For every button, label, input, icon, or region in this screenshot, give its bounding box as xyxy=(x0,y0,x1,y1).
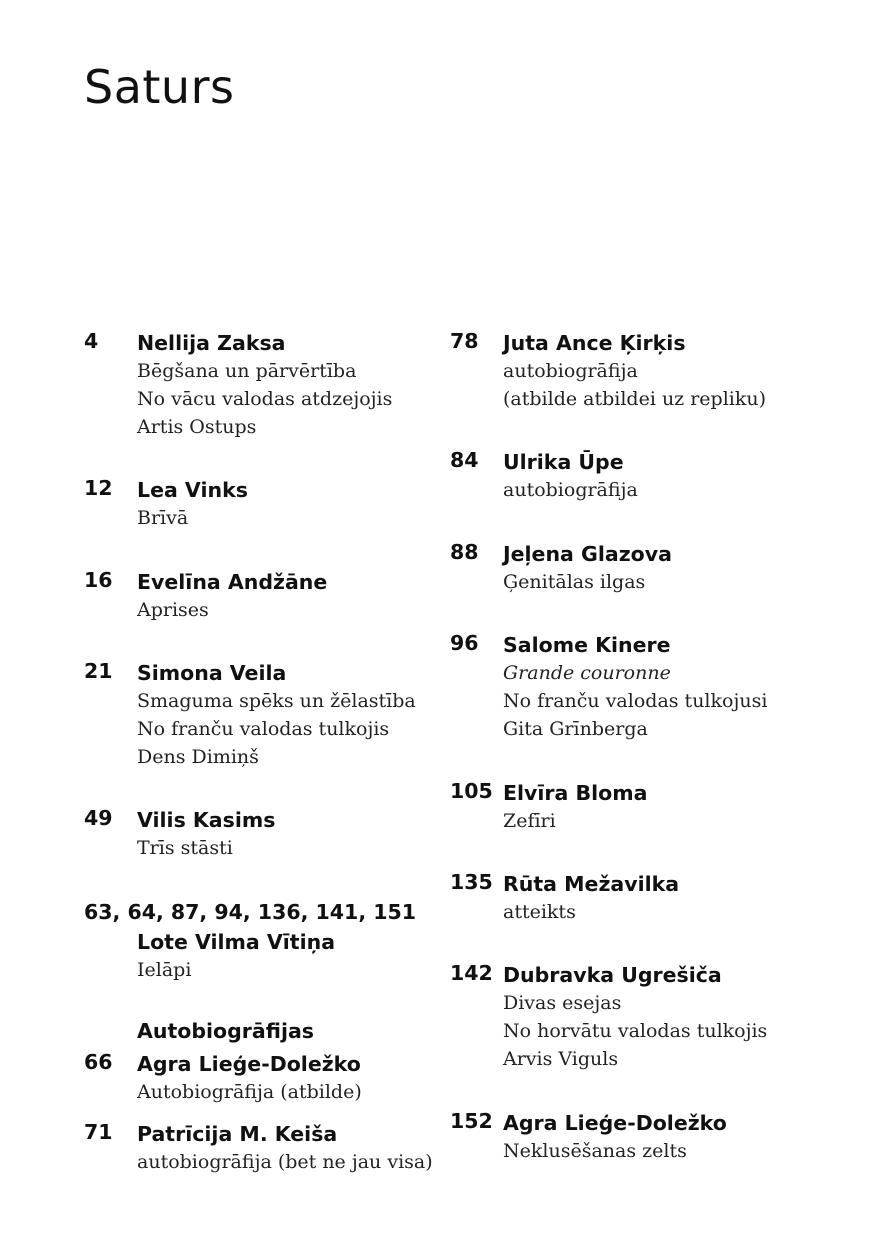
page-title: Saturs xyxy=(84,60,235,114)
page-number: 96 xyxy=(450,631,479,655)
entry-line: No franču valodas tulkojis xyxy=(137,718,390,740)
page-number: 135 xyxy=(450,870,493,894)
page-number: 66 xyxy=(84,1050,113,1074)
page-number: 12 xyxy=(84,476,113,500)
entry-line: Trīs stāsti xyxy=(137,837,233,859)
entry-line-italic: Grande couronne xyxy=(503,662,671,684)
author-name: Juta Ance Ķirķis xyxy=(503,331,686,355)
page-numbers: 63, 64, 87, 94, 136, 141, 151 xyxy=(84,900,417,924)
entry-line: Autobiogrāfija (atbilde) xyxy=(137,1081,362,1103)
autobiographies-heading: Autobiogrāfijas xyxy=(137,1019,315,1043)
entry-line: (atbilde atbildei uz repliku) xyxy=(503,388,767,410)
author-name: Simona Veila xyxy=(137,661,287,685)
page-number: 88 xyxy=(450,540,479,564)
section-heading xyxy=(84,1017,314,1045)
page-number: 21 xyxy=(84,659,113,683)
entry-line: Arvis Viguls xyxy=(503,1048,619,1070)
page-number: 152 xyxy=(450,1109,493,1133)
entry-line: autobiogrāfija xyxy=(503,479,638,501)
entry-line: Bēgšana un pārvērtība xyxy=(137,360,357,382)
entry-line: Artis Ostups xyxy=(137,416,257,438)
author-name: Vilis Kasims xyxy=(137,808,276,832)
page-number: 4 xyxy=(84,329,99,353)
author-name: Agra Lieģe-Doležko xyxy=(503,1111,727,1135)
author-name: Nellija Zaksa xyxy=(137,331,286,355)
entry-line: Divas esejas xyxy=(503,992,622,1014)
entry-line: No horvātu valodas tulkojis xyxy=(503,1020,768,1042)
author-name: Lote Vilma Vītiņa xyxy=(137,930,336,954)
entry-line: atteikts xyxy=(503,901,576,923)
entry-line: Gita Grīnberga xyxy=(503,718,648,740)
entry-line: autobiogrāfija xyxy=(503,360,638,382)
author-name: Jeļena Glazova xyxy=(503,542,672,566)
entry-line: Neklusēšanas zelts xyxy=(503,1140,687,1162)
entry-line: Ielāpi xyxy=(137,959,192,981)
page-number: 49 xyxy=(84,806,113,830)
page-number: 16 xyxy=(84,568,113,592)
author-name: Evelīna Andžāne xyxy=(137,570,328,594)
author-name: Elvīra Bloma xyxy=(503,781,648,805)
page-number: 105 xyxy=(450,779,493,803)
entry-line: Smaguma spēks un žēlastība xyxy=(137,690,416,712)
author-name: Rūta Mežavilka xyxy=(503,872,680,896)
entry-line: Ģenitālas ilgas xyxy=(503,571,646,593)
author-name: Patrīcija M. Keiša xyxy=(137,1122,338,1146)
entry-line: No franču valodas tulkojusi xyxy=(503,690,768,712)
author-name: Dubravka Ugrešiča xyxy=(503,963,722,987)
page-number: 78 xyxy=(450,329,479,353)
author-name: Lea Vinks xyxy=(137,478,248,502)
entry-line: Dens Dimiņš xyxy=(137,746,259,768)
page-number: 71 xyxy=(84,1120,113,1144)
toc-entry-multi xyxy=(84,898,416,984)
author-name: Agra Lieģe-Doležko xyxy=(137,1052,361,1076)
entry-line: Aprises xyxy=(137,599,209,621)
page-number: 142 xyxy=(450,961,493,985)
author-name: Ulrika Ūpe xyxy=(503,450,624,474)
entry-line: No vācu valodas atdzejojis xyxy=(137,388,393,410)
entry-line: Brīvā xyxy=(137,507,189,529)
entry-line: Zefīri xyxy=(503,810,556,832)
page-number: 84 xyxy=(450,448,479,472)
entry-line: autobiogrāfija (bet ne jau visa) xyxy=(137,1151,433,1173)
author-name: Salome Kinere xyxy=(503,633,671,657)
